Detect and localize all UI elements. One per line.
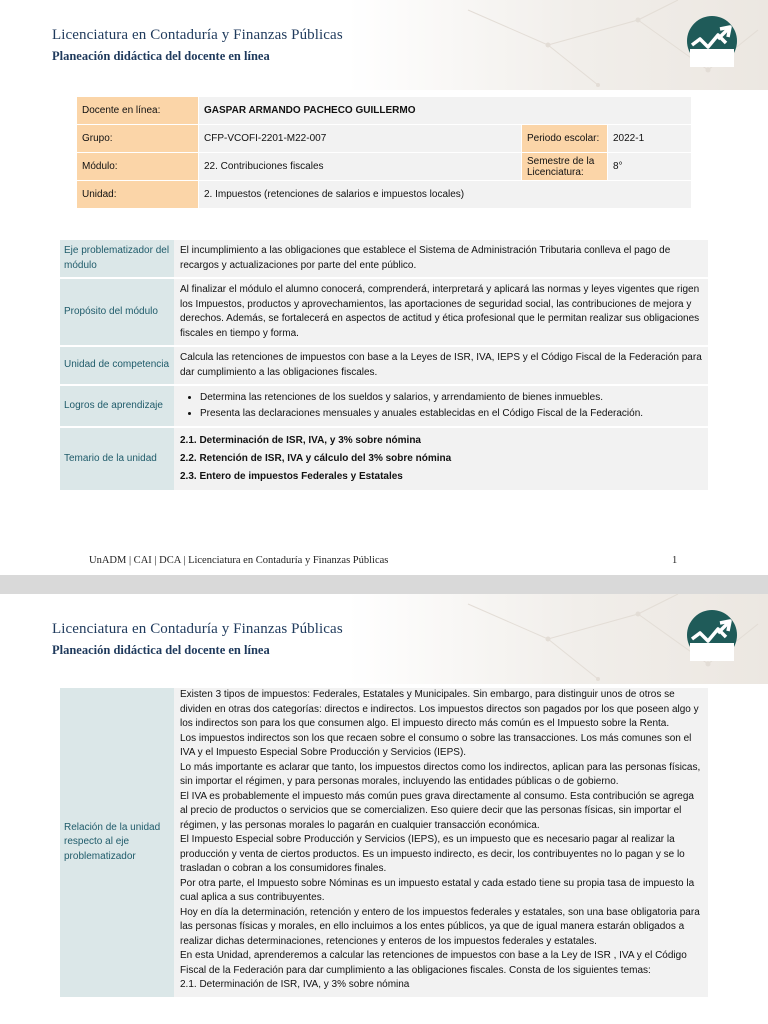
temario-item: 2.1. Determinación de ISR, IVA, y 3% sobre nómina [180,435,421,446]
eje-label: Eje problematizador del módulo [60,240,174,278]
logros-label: Logros de aprendizaje [60,385,174,427]
page-number: 1 [672,555,678,566]
modulo-value: 22. Contribuciones fiscales [199,153,522,181]
docente-label: Docente en línea: [77,97,199,125]
page-subtitle: Planeación didáctica del docente en línea [52,49,270,63]
page-subtitle: Planeación didáctica del docente en línea [52,643,270,657]
document-page-2 [0,594,768,1024]
page-footer: UnADM | CAI | DCA | Licenciatura en Contaduría y Finanzas Públicas [89,555,389,566]
relacion-label: Relación de la unidad respecto al eje problematizador [60,688,174,998]
paragraph: Lo más importante es aclarar que tanto, los impuestos directos como los indirectos, aplican para las personas físicas, sin importar el régimen, y para personas morales, incluyendo las entidades públicas o de gobierno. [180,761,701,787]
paragraph: Hoy en día la determinación, retención y entero de los impuestos federales y estatales, son una base obligatoria para las personas físicas y morales, en ello incluimos a los entes públicos, ya que de igual manera estarán obligados a realizar dichas determinaciones, retenciones y enteros de los impuestos federales y estatales. [180,906,700,947]
eje-value: El incumplimiento a las obligaciones que establece el Sistema de Administración Tributaria conlleva el pago de recargos y actualizaciones por parte del ente público. [174,240,708,278]
page-title: Licenciatura en Contaduría y Finanzas Públicas [52,27,343,43]
paragraph: El IVA es probablemente el impuesto más común pues grava directamente al consumo. Esta contribución se agrega al precio de productos o servicios que se comercializen. Eso quiere decir que las personas físicas, sin importar el régimen, y las personas morales lo pagarán en cualquier transacción económica. [180,790,694,831]
page-title: Licenciatura en Contaduría y Finanzas Públicas [52,621,343,637]
info-table [76,96,692,209]
temario-item: 2.2. Retención de ISR, IVA y cálculo del 3% sobre nómina [180,453,452,464]
proposito-label: Propósito del módulo [60,278,174,346]
logros-list [180,391,704,421]
paragraph: Los impuestos indirectos son los que recaen sobre el consumo o sobre las transacciones. Los más comunes son el IVA y el Impuesto Especial Sobre Producción y Servicios (IEPS). [180,732,692,758]
relacion-table [60,688,708,999]
logros-list-cell [174,385,708,427]
temario-cell [174,427,708,491]
grupo-value: CFP-VCOFI-2201-M22-007 [199,125,522,153]
temario-item: 2.3. Entero de impuestos Federales y Estatales [180,471,403,482]
module-table [60,240,708,492]
semestre-label: Semestre de la Licenciatura: [522,153,608,181]
paragraph: Existen 3 tipos de impuestos: Federales, Estatales y Municipales. Sin embargo, para distinguir unos de otros se dividen en otras dos categorías: directos e indirectos. Los impuestos directos son pagados por los que poseen algo y los indirectos son para los que consumen algo. El impuesto directo más común es el Impuesto sobre la Renta. [180,689,699,729]
periodo-value: 2022-1 [608,125,692,153]
periodo-label: Periodo escolar: [522,125,608,153]
competencia-value: Calcula las retenciones de impuestos con base a la Leyes de ISR, IVA, IEPS y el Código Fiscal de la Federación para dar cumplimiento a las obligaciones fiscales. [174,346,708,385]
grupo-label: Grupo: [77,125,199,153]
paragraph: 2.1. Determinación de ISR, IVA, y 3% sobre nómina [180,979,410,990]
paragraph: El Impuesto Especial sobre Producción y Servicios (IEPS), es un impuesto que es necesario pagar al realizar la producción y venta de ciertos productos. Es un impuesto indirecto, es decir, los contribuyentes no lo pagan y se lo trasladan o cobran a los consumidores finales. [180,834,685,874]
proposito-value: Al finalizar el módulo el alumno conocerá, comprenderá, interpretará y aplicará las normas y leyes vigentes que rigen los Impuestos, productos y aprovechamientos, las aportaciones de seguridad social, las contribuciones de mejora y derechos. Además, se fortalecerá en aspectos de actitud y ética profesional que le permitan realizar sus obligaciones fiscales en tiempo y forma. [174,278,708,346]
unidad-value: 2. Impuestos (retenciones de salarios e impuestos locales) [199,181,692,209]
docente-value: GASPAR ARMANDO PACHECO GUILLERMO [199,97,692,125]
list-item: • Determina las retenciones de los sueldos y salarios, y arrendamiento de bienes inmuebles. [200,391,704,406]
temario-label: Temario de la unidad [60,427,174,491]
modulo-label: Módulo: [77,153,199,181]
unadm-logo-icon [686,15,738,67]
relacion-content [174,688,708,998]
paragraph: Por otra parte, el Impuesto sobre Nóminas es un impuesto estatal y cada estado tiene su propia tasa de impuesto la cual aplica a sus contribuyentes. [180,877,695,903]
semestre-value: 8° [608,153,692,181]
paragraph: En esta Unidad, aprenderemos a calcular las retenciones de impuestos con base a la Ley de ISR , IVA y el Código Fiscal de la Federación para dar cumplimiento a las obligaciones fiscales. Consta de los siguientes temas: [180,950,687,976]
unidad-label: Unidad: [77,181,199,209]
list-item: • Presenta las declaraciones mensuales y anuales establecidas en el Código Fiscal de la Federación. [200,407,704,422]
unadm-logo-icon [686,609,738,661]
competencia-label: Unidad de competencia [60,346,174,385]
